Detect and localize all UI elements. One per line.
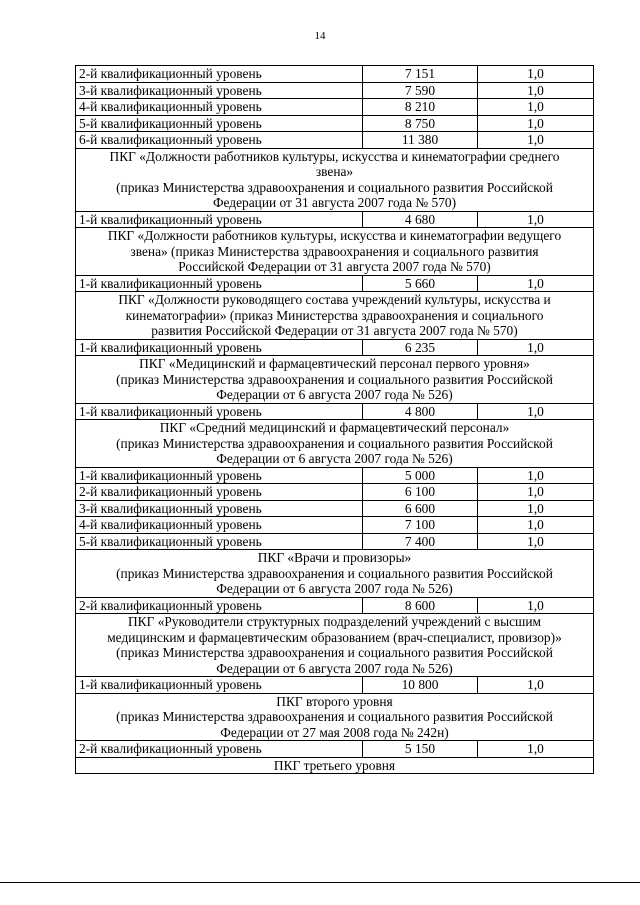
- qualification-level-cell: 2-й квалификационный уровень: [76, 741, 363, 758]
- coefficient-cell: 1,0: [478, 211, 594, 228]
- professional-group-heading: [76, 356, 594, 404]
- group-heading-line: развития Российской Федерации от 31 августа 2007 года № 570): [151, 323, 518, 338]
- professional-group-heading: [76, 757, 594, 774]
- group-header-row: [76, 693, 594, 741]
- qualification-level-cell: 4-й квалификационный уровень: [76, 99, 363, 116]
- professional-group-heading: [76, 550, 594, 598]
- coefficient-cell: 1,0: [478, 403, 594, 420]
- salary-cell: 7 400: [363, 533, 478, 550]
- group-heading-line: Федерации от 6 августа 2007 года № 526): [216, 660, 453, 676]
- group-heading-line: (приказ Министерства здравоохранения и социального развития Российской: [116, 709, 553, 724]
- group-heading-line: Российской Федерации от 31 августа 2007 года № 570): [178, 259, 491, 274]
- table-row: [76, 484, 594, 501]
- coefficient-cell: 1,0: [478, 741, 594, 758]
- salary-cell: 6 600: [363, 500, 478, 517]
- group-heading-line: (приказ Министерства здравоохранения и социального развития Российской: [116, 179, 553, 195]
- table-row: [76, 339, 594, 356]
- coefficient-cell: 1,0: [478, 66, 594, 83]
- table-row: [76, 533, 594, 550]
- table-row: [76, 99, 594, 116]
- group-heading-line: Федерации от 31 августа 2007 года № 570): [212, 195, 457, 210]
- coefficient-cell: 1,0: [478, 467, 594, 484]
- coefficient-cell: 1,0: [478, 500, 594, 517]
- group-heading-line: ПКГ второго уровня: [276, 693, 393, 709]
- salary-cell: 6 235: [363, 339, 478, 356]
- group-heading-line: ПКГ «Должности руководящего состава учреждений культуры, искусства и: [118, 292, 551, 307]
- table-row: [76, 115, 594, 132]
- salary-cell: 7 151: [363, 66, 478, 83]
- coefficient-cell: 1,0: [478, 484, 594, 501]
- qualification-level-cell: 3-й квалификационный уровень: [76, 82, 363, 99]
- qualification-level-cell: 1-й квалификационный уровень: [76, 677, 363, 694]
- coefficient-cell: 1,0: [478, 533, 594, 550]
- qualification-level-cell: 1-й квалификационный уровень: [76, 275, 363, 292]
- professional-group-heading: [76, 228, 594, 276]
- table-row: [76, 741, 594, 758]
- qualification-level-cell: 1-й квалификационный уровень: [76, 211, 363, 228]
- table-row: [76, 82, 594, 99]
- table-row: [76, 597, 594, 614]
- group-header-row: [76, 614, 594, 677]
- coefficient-cell: 1,0: [478, 115, 594, 132]
- table-row: [76, 132, 594, 149]
- professional-group-heading: [76, 614, 594, 677]
- group-header-row: [76, 228, 594, 276]
- coefficient-cell: 1,0: [478, 597, 594, 614]
- qualification-level-cell: 2-й квалификационный уровень: [76, 597, 363, 614]
- coefficient-cell: 1,0: [478, 275, 594, 292]
- salary-cell: 4 680: [363, 211, 478, 228]
- table-row: [76, 211, 594, 228]
- salary-cell: 5 000: [363, 467, 478, 484]
- group-heading-line: ПКГ «Медицинский и фармацевтический персонал первого уровня»: [139, 356, 530, 371]
- professional-group-heading: [76, 420, 594, 468]
- group-heading-line: медицинским и фармацевтическим образованием (врач-специалист, провизор)»: [107, 629, 562, 645]
- group-heading-line: ПКГ «Руководители структурных подразделений учреждений с высшим: [128, 614, 541, 629]
- group-heading-line: (приказ Министерства здравоохранения и социального развития Российской: [116, 435, 553, 451]
- group-heading-line: ПКГ «Должности работников культуры, искусства и кинематографии среднего: [109, 148, 560, 164]
- professional-group-heading: [76, 148, 594, 211]
- salary-cell: 11 380: [363, 132, 478, 149]
- group-heading-line: (приказ Министерства здравоохранения и социального развития Российской: [116, 565, 553, 581]
- qualification-level-cell: 1-й квалификационный уровень: [76, 339, 363, 356]
- salary-cell: 10 800: [363, 677, 478, 694]
- table-row: [76, 275, 594, 292]
- qualification-level-cell: 4-й квалификационный уровень: [76, 517, 363, 534]
- table-row: [76, 66, 594, 83]
- salary-cell: 6 100: [363, 484, 478, 501]
- coefficient-cell: 1,0: [478, 82, 594, 99]
- table-row: [76, 467, 594, 484]
- salary-cell: 8 210: [363, 99, 478, 116]
- group-heading-line: звена» (приказ Министерства здравоохранения и социального развития: [130, 243, 539, 259]
- salary-table: [75, 65, 594, 774]
- coefficient-cell: 1,0: [478, 517, 594, 534]
- salary-cell: 7 590: [363, 82, 478, 99]
- coefficient-cell: 1,0: [478, 132, 594, 149]
- salary-cell: 8 600: [363, 597, 478, 614]
- group-heading-line: (приказ Министерства здравоохранения и социального развития Российской: [116, 371, 553, 387]
- group-heading-line: ПКГ третьего уровня: [273, 757, 396, 773]
- group-heading-line: Федерации от 6 августа 2007 года № 526): [216, 581, 453, 596]
- group-header-row: [76, 292, 594, 340]
- group-heading-line: кинематографии» (приказ Министерства здравоохранения и социального: [125, 307, 544, 323]
- salary-cell: 5 150: [363, 741, 478, 758]
- group-header-row: [76, 550, 594, 598]
- page-number: 14: [314, 30, 326, 42]
- table-body: [76, 66, 594, 774]
- group-heading-line: (приказ Министерства здравоохранения и социального развития Российской: [116, 645, 553, 660]
- group-heading-line: Федерации от 27 мая 2008 года № 242н): [220, 724, 449, 740]
- group-header-row: [76, 420, 594, 468]
- qualification-level-cell: 5-й квалификационный уровень: [76, 115, 363, 132]
- group-heading-line: звена»: [315, 164, 354, 179]
- qualification-level-cell: 2-й квалификационный уровень: [76, 66, 363, 83]
- qualification-level-cell: 1-й квалификационный уровень: [76, 403, 363, 420]
- table-row: [76, 677, 594, 694]
- coefficient-cell: 1,0: [478, 99, 594, 116]
- salary-cell: 8 750: [363, 115, 478, 132]
- table-row: [76, 517, 594, 534]
- group-heading-line: ПКГ «Должности работников культуры, искусства и кинематографии ведущего: [107, 228, 562, 243]
- salary-cell: 7 100: [363, 517, 478, 534]
- group-heading-line: Федерации от 6 августа 2007 года № 526): [216, 451, 453, 466]
- table-row: [76, 500, 594, 517]
- qualification-level-cell: 5-й квалификационный уровень: [76, 533, 363, 550]
- group-header-row: [76, 356, 594, 404]
- group-heading-line: ПКГ «Средний медицинский и фармацевтический персонал»: [159, 420, 510, 435]
- professional-group-heading: [76, 292, 594, 340]
- group-heading-line: ПКГ «Врачи и провизоры»: [257, 550, 412, 565]
- qualification-level-cell: 2-й квалификационный уровень: [76, 484, 363, 501]
- coefficient-cell: 1,0: [478, 339, 594, 356]
- group-header-row: [76, 148, 594, 211]
- professional-group-heading: [76, 693, 594, 741]
- salary-cell: 4 800: [363, 403, 478, 420]
- group-heading-line: Федерации от 6 августа 2007 года № 526): [216, 387, 453, 402]
- salary-cell: 5 660: [363, 275, 478, 292]
- page-bottom-rule: [0, 882, 640, 883]
- group-header-row: [76, 757, 594, 774]
- qualification-level-cell: 1-й квалификационный уровень: [76, 467, 363, 484]
- coefficient-cell: 1,0: [478, 677, 594, 694]
- table-row: [76, 403, 594, 420]
- qualification-level-cell: 6-й квалификационный уровень: [76, 132, 363, 149]
- qualification-level-cell: 3-й квалификационный уровень: [76, 500, 363, 517]
